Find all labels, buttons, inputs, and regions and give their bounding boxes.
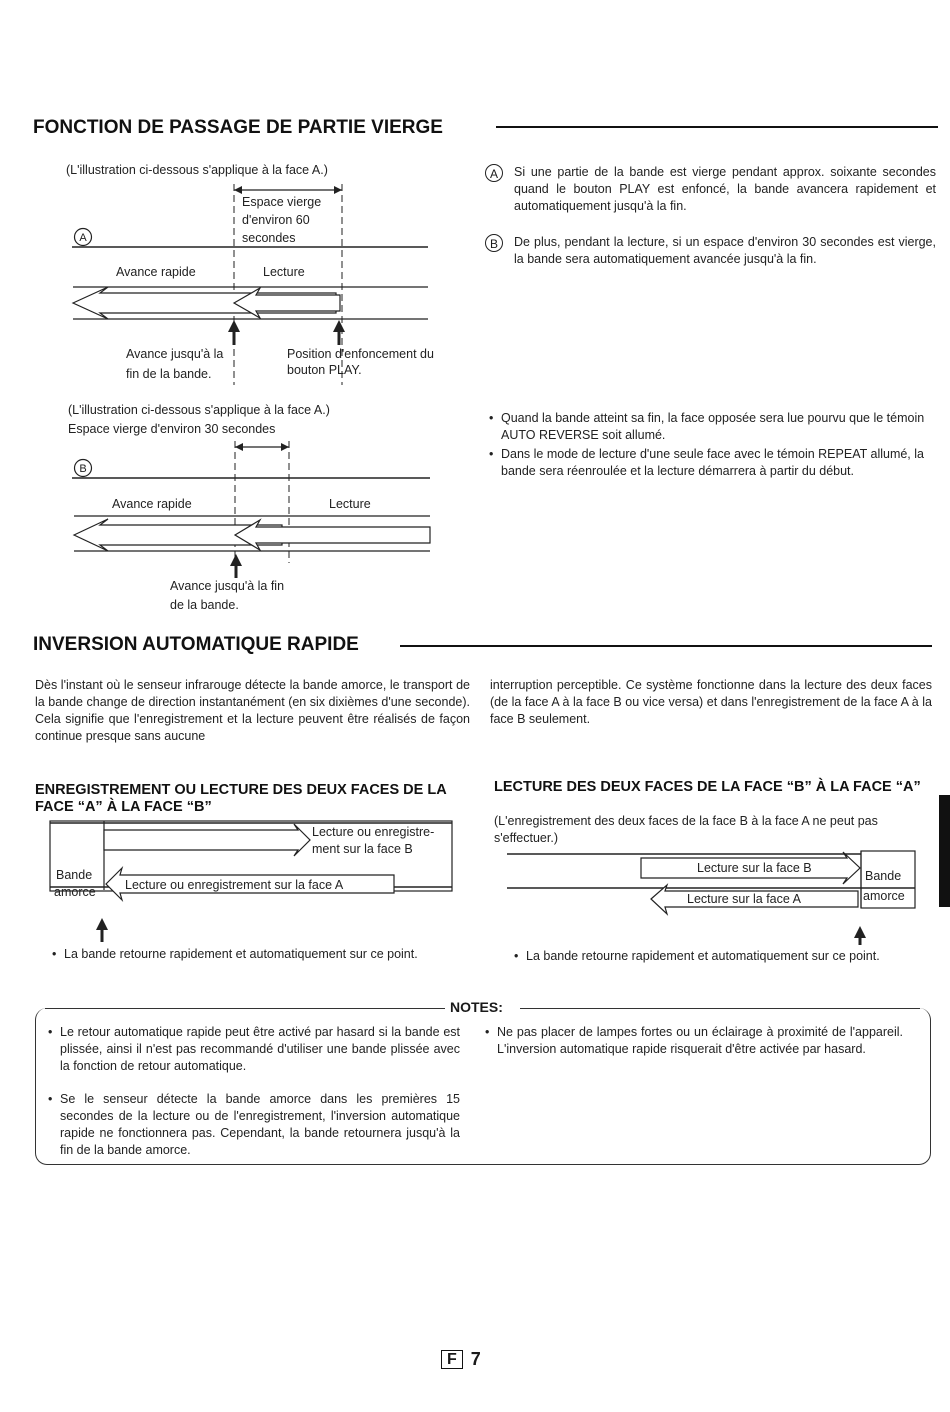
notes-rule-right <box>520 1008 920 1009</box>
arrow1-caption-1: Avance jusqu'à la <box>126 347 224 361</box>
left-bullet <box>52 946 457 963</box>
diagram-b-marker: B <box>79 463 87 475</box>
play-label: Lecture <box>263 265 305 279</box>
arrow2-caption-2: bouton PLAY. <box>287 363 362 377</box>
arrow1-caption-2: fin de la bande. <box>126 367 212 381</box>
notes-title: NOTES: <box>450 999 503 1015</box>
paragraph-right: interruption perceptible. Ce système fonctionne dans la lecture des deux faces (de la face A à la face B ou vice versa) et dans l'enregistrement de la face A à la face B seulement. <box>490 678 932 726</box>
subheading-b-to-a: LECTURE DES DEUX FACES DE LA FACE “B” À LA FACE “A” <box>494 779 921 795</box>
top-arrow-label: Lecture sur la face B <box>697 861 812 875</box>
note-item: • Ne pas placer de lampes fortes ou un éclairage à proximité de l'appareil. L'inversion automatique rapide risquerait d'être activée par hasard. <box>485 1024 903 1058</box>
blank-space-text-3: secondes <box>242 231 296 245</box>
note-a-marker: A <box>485 164 503 183</box>
subheading-b-to-a-note: (L'enregistrement des deux faces de la face B à la face A ne peut pas s'effectuer.) <box>494 814 878 845</box>
page-number: 7 <box>470 1349 481 1369</box>
diagram-b-to-a <box>505 848 917 948</box>
section-title-blank-skip: FONCTION DE PASSAGE DE PARTIE VIERGE <box>33 117 443 138</box>
note-item: • Se le senseur détecte la bande amorce dans les premières 15 secondes de la lecture ou de l'enregistrement, l'inversion automatique rapide ne fonctionnera pas. Cependant, la bande retournera jusqu'à la fin de la bande amorce. <box>48 1091 460 1159</box>
notes-rule-left <box>45 1008 445 1009</box>
diagram-a-caption: (L'illustration ci-dessous s'applique à la face A.) <box>66 163 328 177</box>
diagram-b-caption-2: Espace vierge d'environ 30 secondes <box>68 422 276 436</box>
bullet-item: • La bande retourne rapidement et automatiquement sur ce point. <box>514 948 919 965</box>
subheading-a-to-b: ENREGISTREMENT OU LECTURE DES DEUX FACES DE LA FACE “A” À LA FACE “B” <box>35 782 447 815</box>
page-footer <box>441 1349 481 1370</box>
arrow2-caption-1: Position d'enfoncement du <box>287 347 434 361</box>
note-item: • Le retour automatique rapide peut être activé par hasard si la bande est plissée, ainsi il n'est pas recommandé d'utiliser une bande plissée avec la fonction de retour automatique. <box>48 1024 460 1075</box>
title-rule <box>496 126 938 128</box>
ff-label-b: Avance rapide <box>112 497 192 511</box>
play-label-b: Lecture <box>329 497 371 511</box>
bottom-arrow-label: Lecture sur la face A <box>687 892 801 906</box>
bottom-arrow-label: Lecture ou enregistrement sur la face A <box>125 878 344 892</box>
diagram-a-marker: A <box>79 232 87 244</box>
note-b-marker: B <box>485 234 503 253</box>
section1-bullets <box>489 410 934 480</box>
language-marker: F <box>441 1350 463 1369</box>
arrow-b-caption-1: Avance jusqu'à la fin <box>170 579 285 593</box>
title-rule <box>400 645 932 647</box>
blank-space-text-2: d'environ 60 <box>242 213 310 227</box>
leader-label-2: amorce <box>863 889 905 903</box>
leader-label-1: Bande <box>865 869 902 883</box>
blank-space-text-1: Espace vierge <box>242 195 322 209</box>
section-title-auto-reverse: INVERSION AUTOMATIQUE RAPIDE <box>33 634 359 655</box>
top-arrow-label-2: ment sur la face B <box>312 842 413 856</box>
diagram-b-caption: (L'illustration ci-dessous s'applique à la face A.) <box>68 403 330 417</box>
leader-label-2: amorce <box>54 885 96 899</box>
diagram-b <box>60 438 440 583</box>
arrow-b-caption-2: de la bande. <box>170 598 239 612</box>
leader-label-1: Bande <box>56 868 93 882</box>
top-arrow-label-1: Lecture ou enregistre- <box>312 825 435 839</box>
paragraph-left: Dès l'instant où le senseur infrarouge détecte la bande amorce, le transport de la bande change de direction instantanément (en six dixièmes d'une seconde). Cela signifie que l'enregistrement et la lecture peuvent être réalisés de façon continue presque sans aucune <box>35 678 470 743</box>
bullet-item: • Dans le mode de lecture d'une seule face avec le témoin REPEAT allumé, la bande sera réenroulée et la lecture démarrera à partir du début. <box>489 446 934 480</box>
note-a-text: Si une partie de la bande est vierge pendant approx. soixante secondes quand le bouton PLAY est enfoncé, la bande avancera rapidement et automatiquement jusqu'à la fin. <box>514 165 936 213</box>
bullet-item: • Quand la bande atteint sa fin, la face opposée sera lue pourvu que le témoin AUTO REVERSE soit allumé. <box>489 410 934 444</box>
right-bullet <box>514 948 919 965</box>
notes-right-list <box>485 1024 903 1058</box>
notes-left-list <box>48 1024 460 1159</box>
section-tab-marker <box>939 795 950 907</box>
bullet-item: • La bande retourne rapidement et automatiquement sur ce point. <box>52 946 457 963</box>
diagram-a-to-b <box>48 818 458 946</box>
ff-label: Avance rapide <box>116 265 196 279</box>
note-b-text: De plus, pendant la lecture, si un espace d'environ 30 secondes est vierge, la bande sera automatiquement avancée jusqu'à la fin. <box>514 235 936 266</box>
